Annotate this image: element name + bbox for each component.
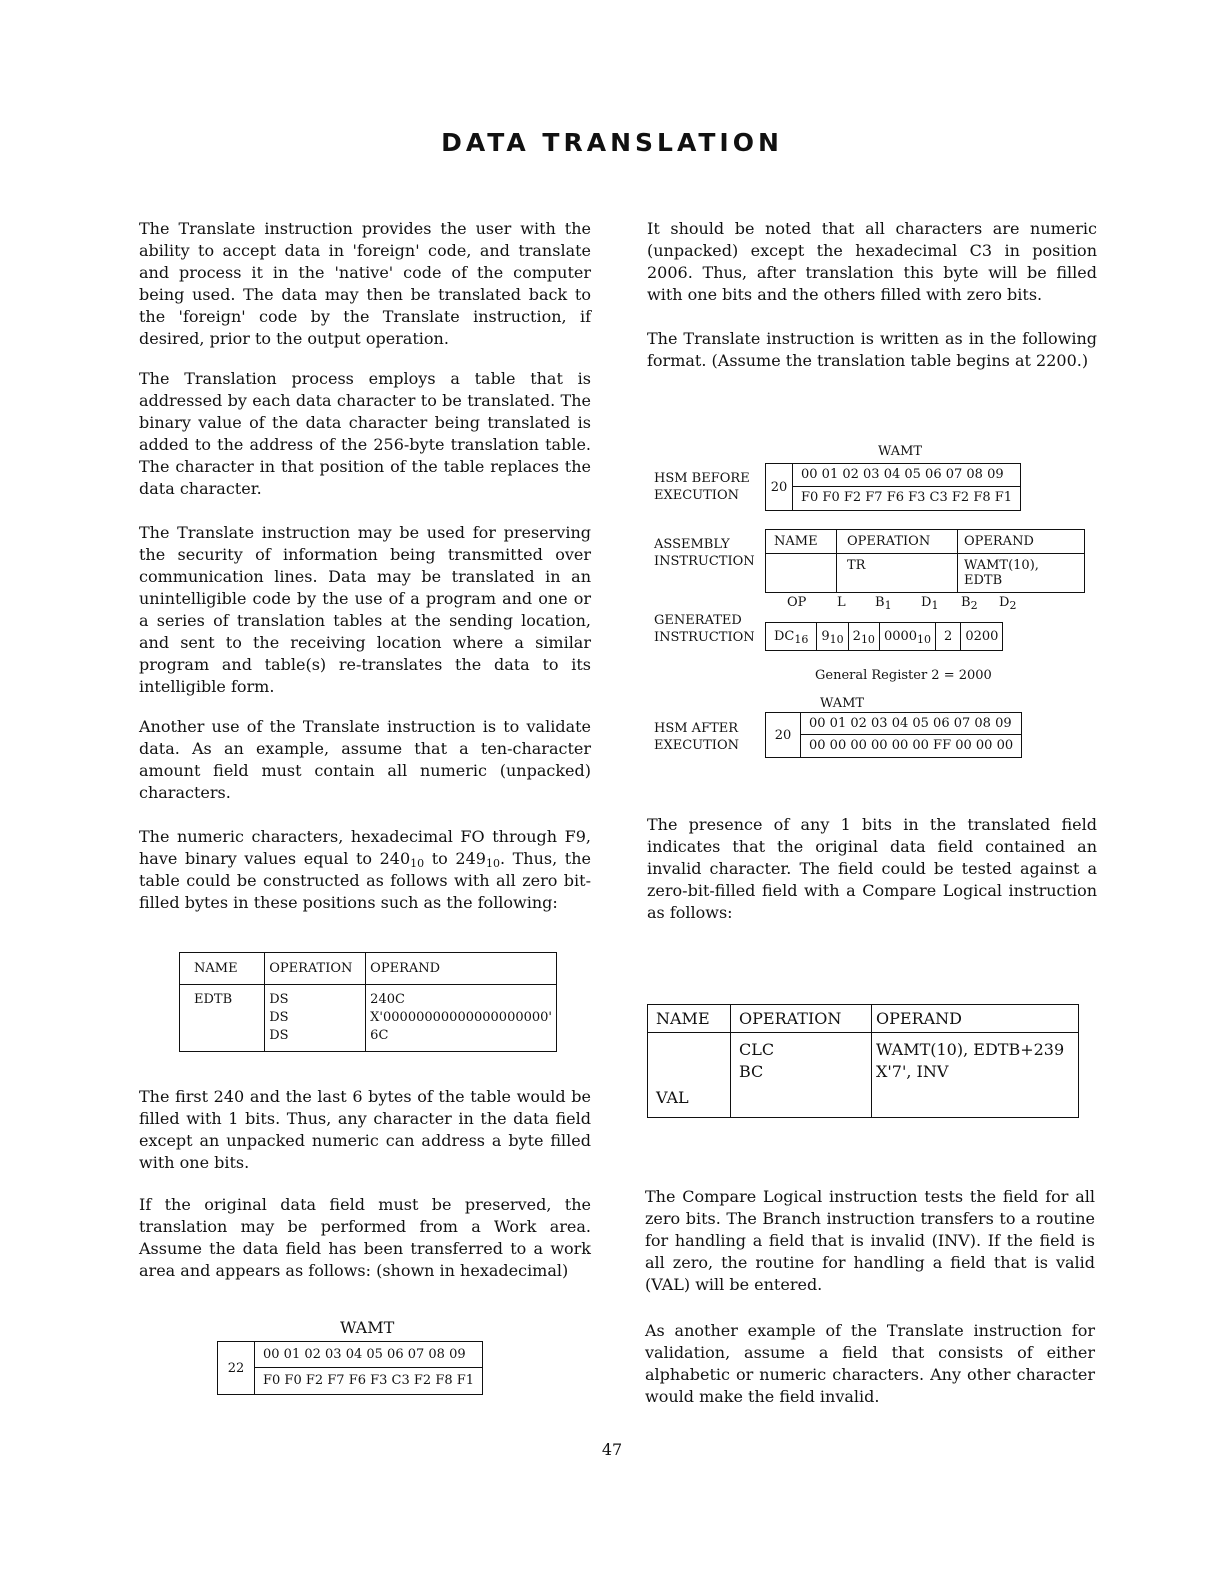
field-label bbox=[875, 595, 892, 610]
register-note: General Register 2 = 2000 bbox=[815, 668, 992, 683]
col-header-operand: OPERAND bbox=[958, 530, 1085, 554]
cell-name: EDTB bbox=[180, 985, 265, 1052]
subscript: 16 bbox=[794, 633, 809, 646]
field-label: L bbox=[837, 595, 846, 610]
subscript: 10 bbox=[917, 633, 932, 646]
table-row bbox=[648, 1033, 1079, 1118]
cell-operation: TR bbox=[837, 554, 958, 593]
subscript: 10 bbox=[410, 857, 425, 870]
op: DS bbox=[269, 992, 289, 1007]
col-header-operand: OPERAND bbox=[872, 1005, 1079, 1033]
wamt-hex-box bbox=[217, 1341, 483, 1395]
cell-ops bbox=[265, 985, 366, 1052]
register-cell: 20 bbox=[766, 713, 801, 757]
table-row bbox=[766, 623, 1003, 651]
table-row bbox=[180, 985, 557, 1052]
subscript: 10 bbox=[485, 857, 500, 870]
label-line: HSM BEFORE bbox=[654, 471, 750, 486]
operand: WAMT(10), EDTB+239 bbox=[876, 1040, 1065, 1059]
operand: X'00000000000000000000' bbox=[370, 1010, 552, 1025]
label-line: EXECUTION bbox=[654, 738, 739, 753]
col-header-name: NAME bbox=[766, 530, 837, 554]
subscript: 2 bbox=[1009, 599, 1017, 612]
gen-field-labels bbox=[785, 595, 1045, 615]
text: The numeric characters, hexadecimal FO through F9, have binary values equal to 240 bbox=[139, 827, 591, 868]
op: CLC bbox=[739, 1040, 775, 1059]
hsm-before-box bbox=[765, 463, 1021, 511]
hsm-after-label bbox=[654, 720, 739, 754]
label-line: HSM AFTER bbox=[654, 721, 739, 736]
table-header-row bbox=[766, 530, 1085, 554]
cell-d1 bbox=[879, 623, 935, 651]
field-label bbox=[961, 595, 978, 610]
paragraph: The first 240 and the last 6 bytes of the table would be filled with 1 bits. Thus, any character in the data field except an unpacked numeric can address a byte filled with one bits. bbox=[139, 1087, 591, 1172]
op: BC bbox=[739, 1062, 764, 1081]
field-label bbox=[921, 595, 938, 610]
cell-op bbox=[766, 623, 817, 651]
assembly-label bbox=[654, 536, 755, 570]
generated-instruction-table bbox=[765, 622, 1003, 651]
table-header-row bbox=[648, 1005, 1079, 1033]
paragraph: The Translation process employs a table that is addressed by each data character to be translated. The binary value of the data character being translated is added to the address of the 256-byte translation table. The character in that position of the table replaces the data character. bbox=[139, 369, 591, 498]
hex-row-values: F0 F0 F2 F7 F6 F3 C3 F2 F8 F1 bbox=[801, 490, 1013, 505]
cell-b2: 2 bbox=[936, 623, 961, 651]
paragraph: Another use of the Translate instruction is to validate data. As an example, assume that a ten-character amount field must contain all numeric (unpacked) characters. bbox=[139, 717, 591, 802]
field-label: OP bbox=[787, 595, 807, 610]
subscript: 2 bbox=[970, 599, 978, 612]
cell-l bbox=[817, 623, 848, 651]
generated-label bbox=[654, 612, 755, 646]
left-column-lower bbox=[139, 1086, 591, 1298]
text: to 249 bbox=[424, 849, 486, 868]
label-line: INSTRUCTION bbox=[654, 554, 755, 569]
paragraph: The Translate instruction provides the user with the ability to accept data in 'foreign' code, and translate and process it in the 'native' code of the computer being used. The data may then be translated back to the 'foreign' code by the Translate instruction, if desired, prior to the output operation. bbox=[139, 219, 591, 348]
paragraph: The Translate instruction may be used for preserving the security of information being transmitted over communication lines. Data may be translated in an unintelligible code by the use of a program and one or a series of translation tables at the sending location, and sent to the receiving location where a similar program and table(s) re-translates the data to its intelligible form. bbox=[139, 523, 591, 696]
subscript: 10 bbox=[860, 633, 875, 646]
col-header-name: NAME bbox=[648, 1005, 731, 1033]
hex-row-values: F0 F0 F2 F7 F6 F3 C3 F2 F8 F1 bbox=[263, 1373, 475, 1388]
wamt-caption-before: WAMT bbox=[878, 444, 923, 459]
hex-rows bbox=[793, 464, 1020, 510]
field-label-text: D bbox=[999, 595, 1010, 610]
clc-table bbox=[647, 1004, 1079, 1118]
paragraph: The presence of any 1 bits in the translated field indicates that the original data field contained an invalid character. The field could be tested against a zero-bit-filled field with a Compare Logical instruction as follows: bbox=[647, 815, 1097, 922]
right-column bbox=[647, 218, 1097, 388]
field-label-text: B bbox=[961, 595, 971, 610]
operand: 240C bbox=[370, 992, 405, 1007]
register-cell: 22 bbox=[218, 1342, 255, 1394]
col-header-operation: OPERATION bbox=[731, 1005, 872, 1033]
col-header-name: NAME bbox=[180, 953, 265, 985]
paragraph: As another example of the Translate instruction for validation, assume a field that consists of either alphabetic or numeric characters. Any other character would make the field invalid. bbox=[645, 1321, 1095, 1406]
table-row bbox=[766, 554, 1085, 593]
col-header-operation: OPERATION bbox=[837, 530, 958, 554]
field-label-text: D bbox=[921, 595, 932, 610]
value: 9 bbox=[821, 629, 830, 644]
label-line: ASSEMBLY bbox=[654, 537, 730, 552]
subscript: 1 bbox=[931, 599, 939, 612]
paragraph: It should be noted that all characters are numeric (unpacked) except the hexadecimal C3 in position 2006. Thus, after translation this byte will be filled with one bits and the others filled with zero bits. bbox=[647, 219, 1097, 304]
hex-rows bbox=[255, 1342, 482, 1394]
page-title: DATA TRANSLATION bbox=[441, 128, 783, 157]
wamt-caption-after: WAMT bbox=[820, 696, 865, 711]
register-cell: 20 bbox=[766, 464, 793, 510]
cell-name bbox=[766, 554, 837, 593]
value: DC bbox=[774, 629, 795, 644]
cell-operands bbox=[366, 985, 557, 1052]
label-line: GENERATED bbox=[654, 613, 742, 628]
cell-b1 bbox=[848, 623, 879, 651]
wamt-caption: WAMT bbox=[340, 1318, 395, 1337]
cell-ops bbox=[731, 1033, 872, 1118]
label-line: INSTRUCTION bbox=[654, 630, 755, 645]
value: 2 bbox=[852, 629, 861, 644]
paragraph: The Compare Logical instruction tests the field for all zero bits. The Branch instruction transfers to a routine for handling a field that is invalid (INV). If the field is all zero, the routine for handling a field that is valid (VAL) will be entered. bbox=[645, 1187, 1095, 1294]
field-label bbox=[999, 595, 1016, 610]
right-column-middle bbox=[647, 814, 1097, 940]
edtb-table bbox=[179, 952, 557, 1052]
cell-d2: 0200 bbox=[961, 623, 1003, 651]
hex-row-positions: 00 01 02 03 04 05 06 07 08 09 bbox=[793, 464, 1020, 487]
cell-name: VAL bbox=[648, 1033, 731, 1118]
text: . Thus, the table could be constructed as follows with all zero bit-filled bytes in these positions such as the following: bbox=[139, 849, 592, 912]
hsm-before-label bbox=[654, 470, 750, 504]
paragraph bbox=[139, 826, 591, 914]
paragraph: If the original data field must be preserved, the translation may be performed from a Work area. Assume the data field has been transferred to a work area and appears as follows: (shown in hexadecimal) bbox=[139, 1195, 591, 1280]
paragraph: The Translate instruction is written as in the following format. (Assume the translation table begins at 2200.) bbox=[647, 329, 1097, 370]
right-column-lower bbox=[645, 1186, 1095, 1424]
op: DS bbox=[269, 1010, 289, 1025]
col-header-operation: OPERATION bbox=[265, 953, 366, 985]
value: 0000 bbox=[883, 629, 918, 644]
field-label-text: B bbox=[875, 595, 885, 610]
subscript: 1 bbox=[884, 599, 892, 612]
cell-operand: WAMT(10), EDTB bbox=[958, 554, 1085, 593]
operand: 6C bbox=[370, 1028, 389, 1043]
hex-row-positions: 00 01 02 03 04 05 06 07 08 09 bbox=[255, 1342, 482, 1368]
assembly-table bbox=[765, 529, 1085, 593]
label-line: EXECUTION bbox=[654, 488, 739, 503]
hex-row-positions: 00 01 02 03 04 05 06 07 08 09 bbox=[801, 713, 1021, 735]
hex-rows bbox=[801, 713, 1021, 757]
op: DS bbox=[269, 1028, 289, 1043]
subscript: 10 bbox=[829, 633, 844, 646]
operand: X'7', INV bbox=[876, 1062, 949, 1081]
left-column bbox=[139, 218, 591, 930]
page-number: 47 bbox=[601, 1440, 623, 1459]
table-header-row bbox=[180, 953, 557, 985]
hex-row-values: 00 00 00 00 00 00 FF 00 00 00 bbox=[809, 738, 1014, 753]
hsm-after-box bbox=[765, 712, 1022, 758]
col-header-operand: OPERAND bbox=[366, 953, 557, 985]
cell-operands bbox=[872, 1033, 1079, 1118]
